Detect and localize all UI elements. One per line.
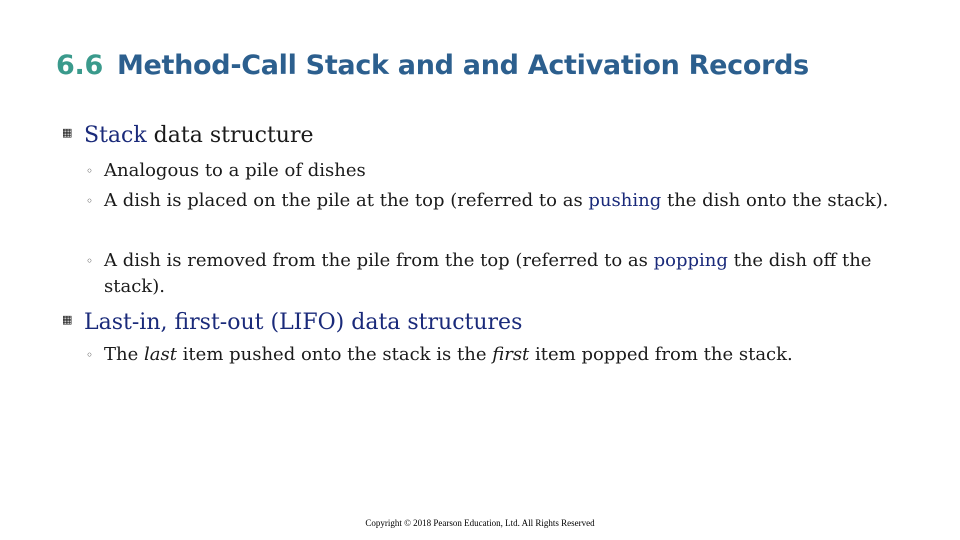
sub-bullet	[86, 342, 896, 368]
sub-bullet	[86, 158, 896, 184]
bullet-text: Last-in, first-out (LIFO) data structures	[84, 310, 523, 335]
sub-bullet-text: A dish is placed on the pile at the top (referred to as pushing the dish onto the stack).	[104, 190, 889, 211]
bullet-stack	[62, 122, 314, 150]
pushing-keyword: pushing	[588, 190, 662, 211]
popping-keyword: popping	[653, 250, 728, 271]
circle-bullet-icon: ◦	[86, 348, 94, 362]
circle-bullet-icon: ◦	[86, 194, 94, 208]
circle-bullet-icon: ◦	[86, 164, 94, 178]
sub-bullet	[86, 248, 896, 300]
circle-bullet-icon: ◦	[86, 254, 94, 268]
bullet-lifo	[62, 309, 522, 337]
square-bullet-icon: ▦	[62, 126, 73, 139]
sub-bullet-text: The last item pushed onto the stack is the first item popped from the stack.	[104, 344, 793, 365]
sub-bullet	[86, 188, 896, 214]
section-number: 6.6	[56, 50, 103, 81]
last-emphasis: last	[143, 344, 177, 365]
stack-keyword: Stack	[84, 123, 147, 148]
sub-bullet-text: A dish is removed from the pile from the top (referred to as popping the dish off the stack).	[104, 250, 872, 297]
square-bullet-icon: ▦	[62, 313, 73, 326]
slide-title	[56, 50, 809, 81]
bullet-text: data structure	[146, 123, 314, 148]
copyright-footer: Copyright © 2018 Pearson Education, Ltd. All Rights Reserved	[365, 518, 595, 528]
first-emphasis: first	[492, 344, 530, 365]
title-text: Method-Call Stack and and Activation Records	[116, 50, 809, 81]
sub-bullet-text: Analogous to a pile of dishes	[104, 160, 366, 181]
